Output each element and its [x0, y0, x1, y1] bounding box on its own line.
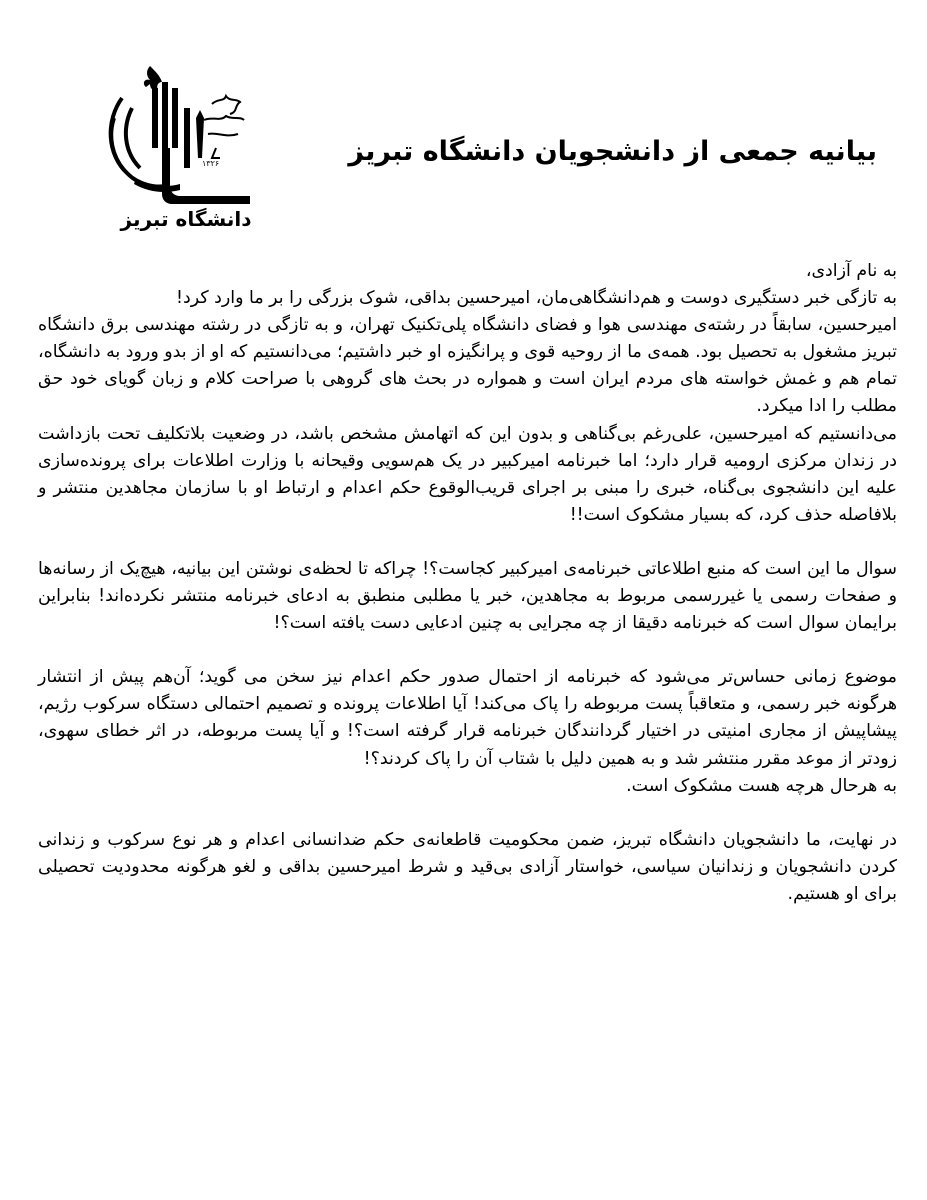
- salutation: به نام آزادی،: [805, 261, 897, 281]
- university-logo: [92, 58, 274, 238]
- paragraph-sensitivity: موضوع زمانی حساس‌تر می‌شود که خبرنامه از احتمال صدور حکم اعدام نیز سخن می گوید؛ آن‌هم پیش از انتشار هرگونه خبر رسمی، و متعاقباً پست مربوطه را پاک می‌کند! آیا اطلاعات پرونده و تصمیم احتمالی دستگاه سرکوب رژیم، پیشاپیش از مجاری امنیتی در اختیار گردانندگان خبرنامه قرار گرفته است؟! و آیا پست مربوطه، در اثر خطای سهوی، زودتر از موعد مقرر منتشر شد و به همین دلیل با شتاب آن را پاک کردند؟!: [38, 667, 897, 769]
- svg-text:۱۳۲۶: ۱۳۲۶: [202, 159, 220, 168]
- header: [0, 0, 927, 250]
- paragraph-spacer: [38, 529, 897, 556]
- document-title: بیانیه جمعی از دانشجویان دانشگاه تبریز: [348, 136, 877, 167]
- paragraph-spacer: [38, 800, 897, 827]
- paragraph-suspicious: به هرحال هرچه هست مشکوک است.: [626, 775, 897, 796]
- paragraph-question-source: سوال ما این است که منبع اطلاعاتی خبرنامه‌ی امیرکبیر کجاست؟! چراکه تا لحظه‌ی نوشتن این بیانیه، هیچ‌یک از رسانه‌ها و صفحات رسمی یا غیررسمی مربوط به مجاهدین، خبر یا مطلبی منطبق به ادعای خبرنامه منتشر نکرده‌اند! بنابراین برایمان سوال است که خبرنامه دقیقا از چه مجرایی به چنین ادعایی دست یافته است؟!: [38, 558, 897, 634]
- paragraph-detention: می‌دانستیم که امیرحسین، علی‌رغم بی‌گناهی و بدون این که اتهامش مشخص باشد، در وضعیت بلاتکلیف تحت بازداشت در زندان مرکزی ارومیه قرار دارد؛ اما خبرنامه امیرکبیر در یک هم‌سویی وقیحانه با وزارت اطلاعات برای پرونده‌سازی علیه این دانشجوی بی‌گناه، خبری را مبنی بر اجرای قریب‌الوقوع حکم اعدام و ارتباط او با سازمان مجاهدین منتشر و بلافاصله حذف کرد، که بسیار مشکوک است!!: [38, 423, 897, 525]
- paragraph-conclusion: در نهایت، ما دانشجویان دانشگاه تبریز، ضمن محکومیت قاطعانه‌ی حکم ضدانسانی اعدام و هر نوع سرکوب و زندانی کردن دانشجویان و زندانیان سیاسی، خواستار آزادی بی‌قید و شرط امیرحسین بداقی و لغو هرگونه محدودیت تحصیلی برای او هستیم.: [38, 829, 897, 904]
- statement-body: [38, 258, 897, 908]
- paragraph-spacer: [38, 637, 897, 664]
- paragraph-arrest-news: به تازگی خبر دستگیری دوست و هم‌دانشگاهی‌مان، امیرحسین بداقی، شوک بزرگی را بر ما وارد کرد!: [176, 288, 897, 309]
- university-of-tabriz-logo-icon: [92, 58, 274, 238]
- logo-caption: دانشگاه تبریز: [120, 207, 252, 231]
- paragraph-about-amirhossein: امیرحسین، سابقاً در رشته‌ی مهندسی هوا و فضای دانشگاه پلی‌تکنیک تهران، و به تازگی در رشته مهندسی برق دانشگاه تبریز مشغول به تحصیل بود. همه‌ی ما از روحیه قوی و پرانگیزه او خبر داشتیم؛ می‌دانستیم که او از بدو ورود به دانشگاه، تمام هم و غمش خواسته های مردم ایران است و همواره در بحث های گروهی با صراحت کلام و زبان گویای خود حق مطلب را ادا میکرد.: [38, 315, 897, 417]
